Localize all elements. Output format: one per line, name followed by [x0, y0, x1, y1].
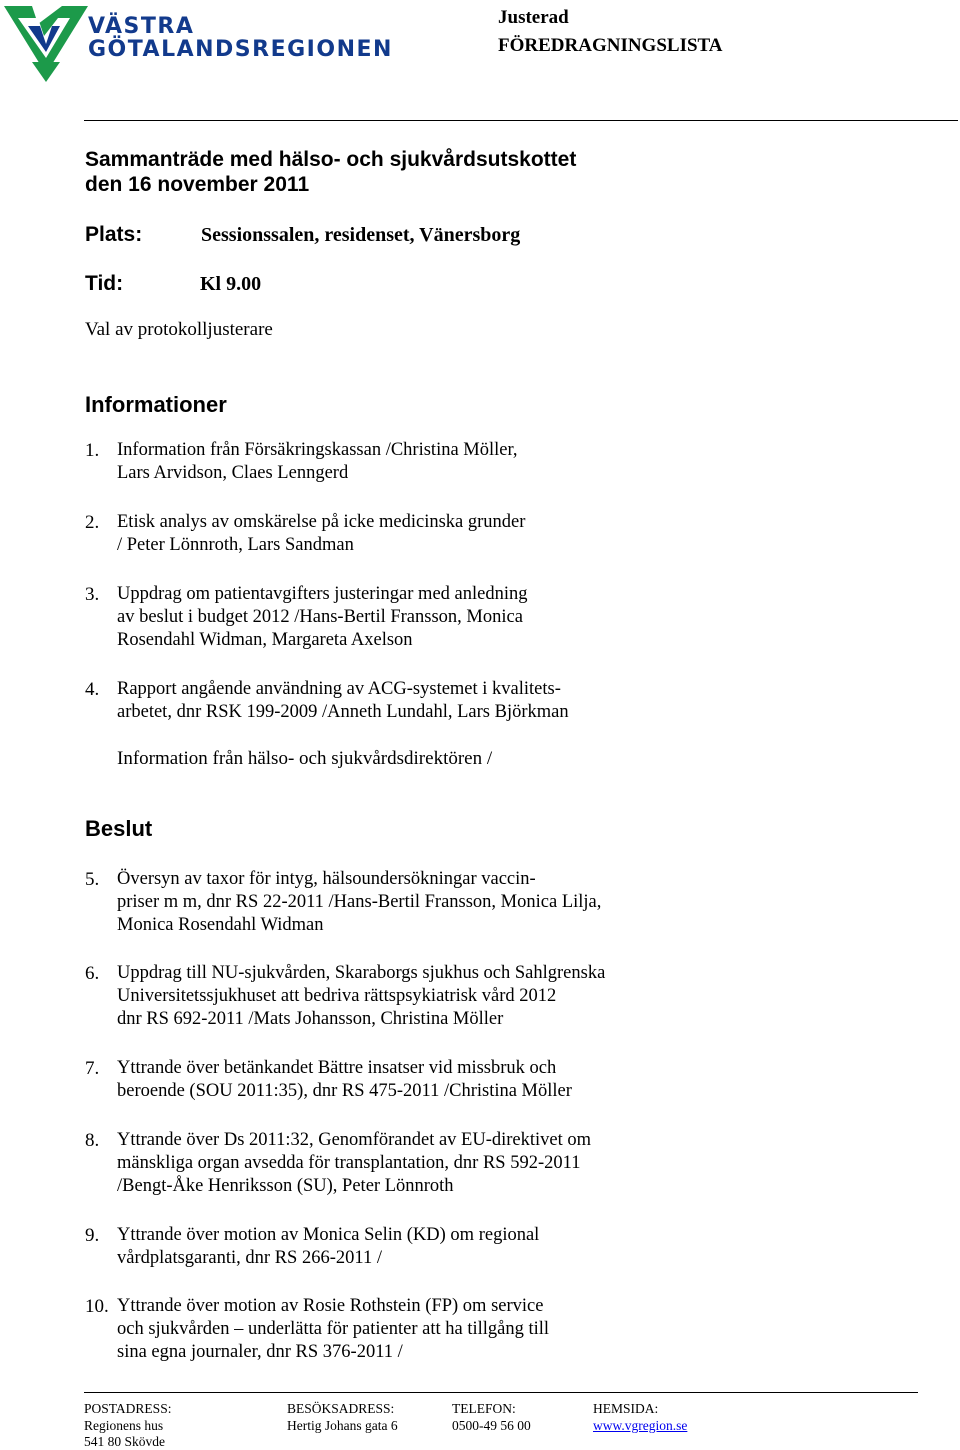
agenda-item-number: 8.	[85, 1130, 100, 1151]
footer-web-label: HEMSIDA:	[593, 1401, 659, 1416]
agenda-item-text	[117, 1295, 549, 1364]
logo-text-line2: GÖTALANDSREGIONEN	[88, 37, 393, 62]
agenda-item-line: Översyn av taxor för intyg, hälsoundersökningar vaccin-	[117, 869, 536, 889]
agenda-item-line: Information från Försäkringskassan /Christina Möller,	[117, 440, 518, 460]
agenda-item-line: Rosendahl Widman, Margareta Axelson	[117, 630, 413, 650]
header-divider	[84, 120, 958, 121]
agenda-item-line: Yttrande över Ds 2011:32, Genomförandet av EU-direktivet om	[117, 1130, 592, 1150]
agenda-item-number: 5.	[85, 869, 100, 890]
agenda-item-number: 7.	[85, 1058, 100, 1079]
agenda-item-line: sina egna journaler, dnr RS 376-2011 /	[117, 1342, 403, 1362]
agenda-item-line: Uppdrag om patientavgifters justeringar med anledning	[117, 584, 528, 604]
footer-visit-label: BESÖKSADRESS:	[287, 1401, 395, 1416]
agenda-item-number: 10.	[85, 1296, 109, 1317]
agenda-item-text	[117, 511, 525, 557]
agenda-item-line: Yttrande över motion av Monica Selin (KD) om regional	[117, 1225, 540, 1245]
agenda-item-text	[117, 583, 527, 652]
agenda-item-line: /Bengt-Åke Henriksson (SU), Peter Lönnroth	[117, 1176, 454, 1196]
footer-phone-value: 0500-49 56 00	[452, 1418, 531, 1433]
agenda-item-number: 9.	[85, 1225, 100, 1246]
footer-postal-line1: Regionens hus	[84, 1418, 164, 1433]
footer-postal-label: POSTADRESS:	[84, 1401, 172, 1416]
director-information: Information från hälso- och sjukvårdsdirektören /	[117, 748, 493, 769]
agenda-item-line: Etisk analys av omskärelse på icke medicinska grunder	[117, 512, 526, 532]
agenda-item-line: beroende (SOU 2011:35), dnr RS 475-2011 /Christina Möller	[117, 1081, 572, 1101]
agenda-item-line: Lars Arvidson, Claes Lenngerd	[117, 463, 349, 483]
agenda-item-line: Yttrande över betänkandet Bättre insatser vid missbruk och	[117, 1058, 557, 1078]
agenda-item-number: 3.	[85, 584, 100, 605]
agenda-item-line: / Peter Lönnroth, Lars Sandman	[117, 535, 354, 555]
agenda-item-number: 2.	[85, 512, 100, 533]
agenda-item-number: 6.	[85, 963, 100, 984]
section-heading-informationer: Informationer	[85, 392, 227, 417]
agenda-item-line: Rapport angående användning av ACG-systemet i kvalitets-	[117, 679, 561, 699]
agenda-item-line: Uppdrag till NU-sjukvården, Skaraborgs sjukhus och Sahlgrenska	[117, 963, 606, 983]
agenda-item-number: 4.	[85, 679, 100, 700]
agenda-item-line: vårdplatsgaranti, dnr RS 266-2011 /	[117, 1248, 382, 1268]
agenda-item-line: dnr RS 692-2011 /Mats Johansson, Christina Möller	[117, 1009, 504, 1029]
agenda-item-text	[117, 439, 518, 485]
footer-web-value-wrap	[593, 1418, 687, 1434]
agenda-item-text	[117, 868, 601, 937]
agenda-item-line: mänskliga organ avsedda för transplantation, dnr RS 592-2011	[117, 1153, 581, 1173]
time-label: Tid:	[85, 272, 124, 295]
agenda-item-line: Monica Rosendahl Widman	[117, 915, 324, 935]
agenda-item-line: Universitetssjukhuset att bedriva rättspsykiatrisk vård 2012	[117, 986, 557, 1006]
agenda-item-line: av beslut i budget 2012 /Hans-Bertil Fransson, Monica	[117, 607, 523, 627]
agenda-item-text	[117, 1057, 572, 1103]
footer-divider	[84, 1392, 918, 1393]
footer-phone-label: TELEFON:	[452, 1401, 516, 1416]
place-label: Plats:	[85, 223, 143, 246]
time-value: Kl 9.00	[200, 273, 262, 295]
vgr-logo-mark	[2, 4, 90, 82]
agenda-item-number: 1.	[85, 440, 100, 461]
agenda-item-line: priser m m, dnr RS 22-2011 /Hans-Bertil Fransson, Monica Lilja,	[117, 892, 602, 912]
meeting-title: Sammanträde med hälso- och sjukvårdsutskottet	[85, 148, 577, 171]
agenda-item-text	[117, 1224, 539, 1270]
document-type: FÖREDRAGNINGSLISTA	[498, 35, 723, 56]
section-heading-beslut: Beslut	[85, 816, 153, 841]
website-link[interactable]: www.vgregion.se	[593, 1418, 688, 1433]
agenda-item-line: och sjukvården – underlätta för patienter att ha tillgång till	[117, 1319, 550, 1339]
agenda-item-text	[117, 962, 605, 1031]
meeting-date: den 16 november 2011	[85, 173, 310, 196]
agenda-item-line: arbetet, dnr RSK 199-2009 /Anneth Lundahl, Lars Björkman	[117, 702, 569, 722]
protocol-adjusters: Val av protokolljusterare	[85, 319, 273, 340]
footer-visit-value: Hertig Johans gata 6	[287, 1418, 398, 1433]
agenda-item-text	[117, 1129, 591, 1198]
footer-postal-line2: 541 80 Skövde	[84, 1434, 165, 1449]
place-value: Sessionssalen, residenset, Vänersborg	[201, 224, 521, 246]
logo-text-line1: VÄSTRA	[88, 14, 195, 39]
agenda-item-text	[117, 678, 569, 724]
agenda-item-line: Yttrande över motion av Rosie Rothstein (FP) om service	[117, 1296, 544, 1316]
document-status: Justerad	[498, 7, 569, 28]
logo-green-tip	[32, 62, 60, 82]
